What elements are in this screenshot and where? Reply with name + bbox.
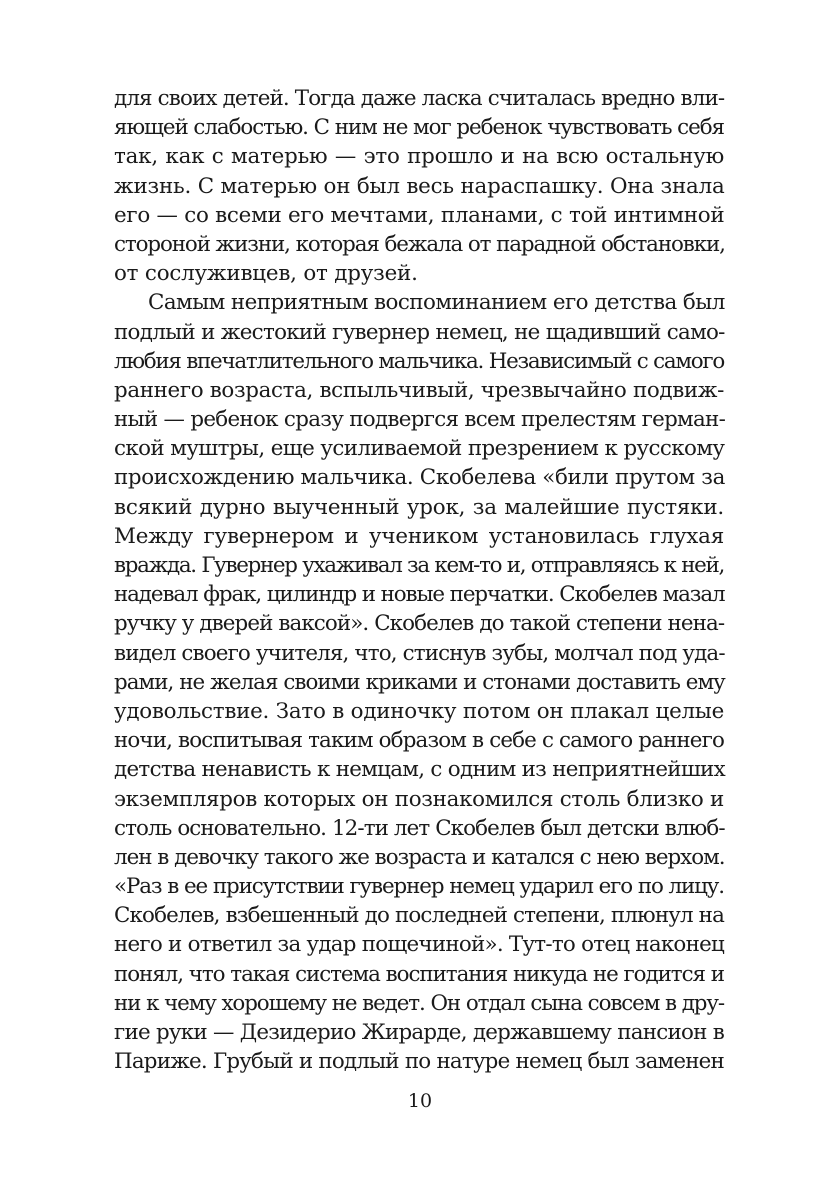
text-line: понял, что такая система воспитания никуда не годится и [114, 961, 724, 987]
text-line: ручку у дверей ваксой». Скобелев до такой степени нена- [114, 611, 725, 637]
text-line: ный — ребенок сразу подвергся всем прелестям герман- [114, 407, 726, 433]
paragraph [114, 288, 724, 1076]
text-line: происхождению мальчика. Скобелева «били прутом за [114, 465, 726, 491]
text-line: Париже. Грубый и подлый по натуре немец был заменен [114, 1049, 724, 1075]
body-text [114, 84, 724, 1076]
text-line: всякий дурно выученный урок, за малейшие пустяки. [114, 494, 724, 520]
text-line: Самым неприятным воспоминанием его детства был [148, 290, 725, 316]
text-line: для своих детей. Тогда даже ласка считалась вредно вли- [114, 86, 725, 111]
text-line: удовольствие. Зато в одиночку потом он плакал целые [114, 698, 724, 724]
text-line: надевал фрак, цилиндр и новые перчатки. Скобелев мазал [114, 582, 725, 608]
text-line: ночи, воспитывая таким образом в себе с самого раннего [114, 728, 724, 754]
text-line: его — со всеми его мечтами, планами, с той интимной [114, 202, 725, 228]
text-line: подлый и жестокий гувернер немец, не щадивший само- [114, 319, 725, 345]
text-line: Скобелев, взбешенный до последней степени, плюнул на [114, 903, 724, 929]
text-line: стороной жизни, которая бежала от парадной обстановки, [114, 231, 725, 257]
text-line: лен в девочку такого же возраста и катался с нею верхом. [114, 844, 725, 870]
text-line: Между гувернером и учеником установилась глухая [114, 523, 724, 549]
text-line: жизнь. С матерью он был весь нараспашку. Она знала [114, 173, 725, 199]
text-line: ской муштры, еще усиливаемой презрением к русскому [114, 436, 725, 462]
text-line: так, как с матерью — это прошло и на всю остальную [114, 144, 724, 170]
text-line: любия впечатлительного мальчика. Независимый с самого [114, 348, 724, 374]
text-line: него и ответил за удар пощечиной». Тут-то отец наконец [114, 932, 724, 958]
text-line: гие руки — Дезидерио Жирарде, державшему пансион в [114, 1020, 724, 1045]
text-line: экземпляров которых он познакомился столь близко и [114, 786, 724, 812]
text-line: «Раз в ее присутствии гувернер немец ударил его по лицу. [114, 874, 724, 900]
paragraph [114, 84, 724, 288]
text-line: видел своего учителя, что, стиснув зубы, молчал под уда- [114, 640, 725, 666]
text-line: столь основательно. 12-ти лет Скобелев был детски влюб- [114, 815, 725, 841]
text-line: вражда. Гувернер ухаживал за кем-то и, отправляясь к ней, [114, 553, 724, 578]
text-line: ни к чему хорошему не ведет. Он отдал сына совсем в дру- [114, 990, 724, 1016]
text-line: от сослуживцев, от друзей. [114, 261, 418, 287]
text-line: яющей слабостью. С ним не мог ребенок чувствовать себя [114, 115, 724, 141]
text-line: раннего возраста, вспыльчивый, чрезвычайно подвиж- [114, 377, 724, 403]
text-line: детства ненависть к немцам, с одним из неприятнейших [114, 757, 725, 783]
page-number: 10 [407, 1090, 433, 1112]
text-line: рами, не желая своими криками и стонами доставить ему [114, 669, 725, 695]
